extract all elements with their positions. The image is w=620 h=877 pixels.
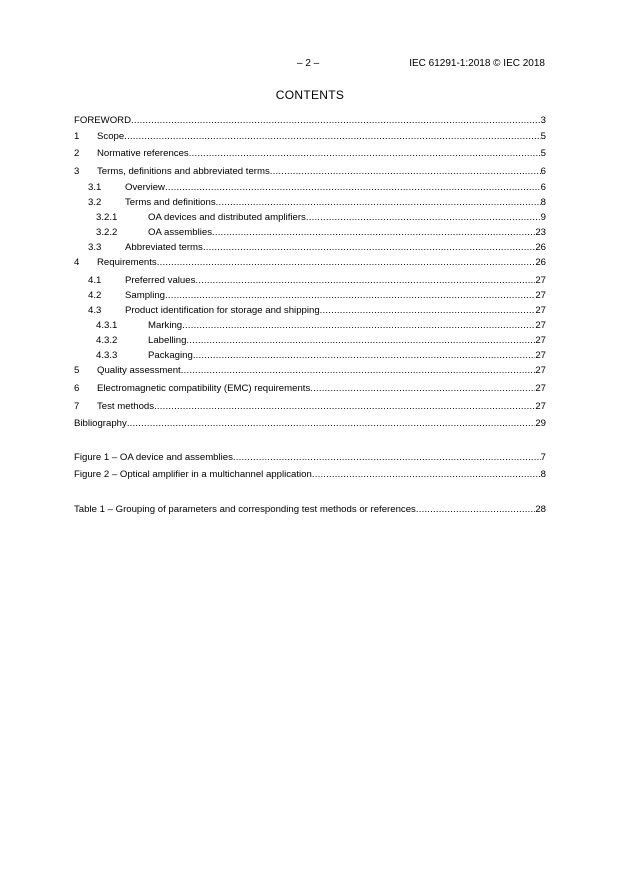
toc-entry-text: Figure 1 – OA device and assemblies — [74, 452, 233, 463]
toc-entry-text: Table 1 – Grouping of parameters and corresponding test methods or references — [74, 504, 416, 515]
toc-entry-page: 27 — [535, 350, 546, 361]
toc-entry-text: Preferred values — [125, 275, 196, 286]
toc-entry-text: Scope — [97, 131, 125, 142]
toc-entry-page: 26 — [535, 242, 546, 253]
dot-leader — [181, 364, 536, 377]
toc-entry-number: 3.2.1 — [96, 212, 118, 223]
dot-leader — [165, 289, 535, 302]
page-header — [0, 58, 620, 72]
toc-entry-page: 8 — [540, 197, 546, 208]
toc-entry-page: 27 — [535, 275, 546, 286]
toc-entry-text: FOREWORD — [74, 115, 132, 126]
toc-entry-text: OA assemblies — [148, 227, 212, 238]
toc-entry-number: 4.3.1 — [96, 320, 118, 331]
toc-entry-product-identification[interactable] — [74, 304, 546, 317]
toc-entry-labelling[interactable] — [74, 334, 546, 347]
toc-entry-number: 3.2.2 — [96, 227, 118, 238]
toc-entry-number: 7 — [74, 401, 80, 412]
toc-entry-page: 27 — [535, 305, 546, 316]
toc-entry-number: 6 — [74, 383, 80, 394]
toc-entry-number: 4.3 — [88, 305, 102, 316]
dot-leader — [131, 114, 541, 127]
toc-entry-text: Abbreviated terms — [125, 242, 203, 253]
toc-entry-text: Product identification for storage and shipping — [125, 305, 320, 316]
toc-entry-page: 8 — [540, 469, 546, 480]
toc-entry-quality-assessment[interactable] — [74, 364, 546, 377]
toc-entry-terms-and-definitions[interactable] — [74, 196, 546, 209]
toc-entry-number: 4 — [74, 257, 80, 268]
toc-entry-page: 27 — [535, 320, 546, 331]
toc-entry-page: 27 — [535, 335, 546, 346]
toc-entry-text: Normative references — [97, 148, 189, 159]
page-number: – 2 – — [297, 58, 320, 69]
toc-entry-oa-devices[interactable] — [74, 211, 546, 224]
dot-leader — [157, 256, 536, 269]
toc-entry-preferred-values[interactable] — [74, 274, 546, 287]
dot-leader — [233, 451, 541, 464]
dot-leader — [189, 147, 541, 160]
toc-entry-page: 6 — [540, 166, 546, 177]
toc-entry-table-1[interactable] — [74, 503, 546, 516]
toc-entry-text: Figure 2 – Optical amplifier in a multichannel application — [74, 469, 312, 480]
dot-leader — [216, 196, 541, 209]
document-identifier: IEC 61291-1:2018 © IEC 2018 — [409, 58, 545, 69]
toc-entry-packaging[interactable] — [74, 349, 546, 362]
toc-entry-number: 2 — [74, 148, 80, 159]
toc-entry-marking[interactable] — [74, 319, 546, 332]
dot-leader — [416, 503, 535, 516]
toc-entry-page: 5 — [540, 148, 546, 159]
toc-entry-number: 3.2 — [88, 197, 102, 208]
page-title: CONTENTS — [275, 88, 345, 102]
toc-entry-text: Overview — [125, 182, 165, 193]
dot-leader — [270, 165, 541, 178]
toc-entry-page: 29 — [535, 418, 546, 429]
toc-entry-text: Quality assessment — [97, 365, 181, 376]
toc-entry-page: 27 — [535, 290, 546, 301]
dot-leader — [193, 349, 536, 362]
toc-entry-scope[interactable] — [74, 130, 546, 143]
dot-leader — [186, 334, 535, 347]
dot-leader — [212, 226, 535, 239]
toc-entry-oa-assemblies[interactable] — [74, 226, 546, 239]
toc-entry-text: Sampling — [125, 290, 165, 301]
toc-entry-page: 26 — [535, 257, 546, 268]
toc-entry-page: 7 — [540, 452, 546, 463]
toc-entry-number: 3 — [74, 166, 80, 177]
toc-entry-figure-2[interactable] — [74, 468, 546, 481]
toc-entry-number: 3.3 — [88, 242, 102, 253]
toc-entry-text: Requirements — [97, 257, 157, 268]
toc-entry-page: 23 — [535, 227, 546, 238]
toc-entry-page: 5 — [540, 131, 546, 142]
toc-entry-test-methods[interactable] — [74, 400, 546, 413]
dot-leader — [182, 319, 535, 332]
toc-entry-text: Terms, definitions and abbreviated terms — [97, 166, 270, 177]
toc-entry-text: Packaging — [148, 350, 193, 361]
toc-entry-number: 4.3.3 — [96, 350, 118, 361]
toc-entry-text: Bibliography — [74, 418, 127, 429]
toc-entry-text: Marking — [148, 320, 183, 331]
toc-entry-number: 4.2 — [88, 290, 102, 301]
toc-entry-sampling[interactable] — [74, 289, 546, 302]
toc-entry-number: 5 — [74, 365, 80, 376]
toc-entry-foreword[interactable] — [74, 114, 546, 127]
toc-entry-terms[interactable] — [74, 165, 546, 178]
toc-entry-number: 4.1 — [88, 275, 102, 286]
dot-leader — [203, 241, 535, 254]
toc-entry-abbreviated-terms[interactable] — [74, 241, 546, 254]
toc-entry-page: 27 — [535, 401, 546, 412]
dot-leader — [195, 274, 535, 287]
toc-entry-figure-1[interactable] — [74, 451, 546, 464]
toc-entry-text: Labelling — [148, 335, 187, 346]
toc-entry-normative-references[interactable] — [74, 147, 546, 160]
dot-leader — [154, 400, 535, 413]
dot-leader — [320, 304, 536, 317]
toc-entry-requirements[interactable] — [74, 256, 546, 269]
dot-leader — [310, 382, 535, 395]
toc-entry-number: 4.3.2 — [96, 335, 118, 346]
toc-entry-page: 27 — [535, 365, 546, 376]
toc-entry-emc-requirements[interactable] — [74, 382, 546, 395]
toc-entry-page: 6 — [540, 182, 546, 193]
toc-entry-page: 9 — [540, 212, 546, 223]
dot-leader — [306, 211, 541, 224]
toc-entry-text: Terms and definitions — [125, 197, 216, 208]
toc-entry-bibliography[interactable] — [74, 417, 546, 430]
dot-leader — [165, 181, 541, 194]
toc-entry-text: Test methods — [97, 401, 155, 412]
toc-entry-page: 28 — [535, 504, 546, 515]
dot-leader — [312, 468, 541, 481]
toc-entry-number: 1 — [74, 131, 80, 142]
toc-entry-overview[interactable] — [74, 181, 546, 194]
dot-leader — [127, 417, 536, 430]
dot-leader — [124, 130, 540, 143]
toc-entry-text: Electromagnetic compatibility (EMC) requirements — [97, 383, 311, 394]
toc-entry-page: 3 — [540, 115, 546, 126]
toc-entry-number: 3.1 — [88, 182, 102, 193]
toc-entry-page: 27 — [535, 383, 546, 394]
toc-entry-text: OA devices and distributed amplifiers — [148, 212, 306, 223]
